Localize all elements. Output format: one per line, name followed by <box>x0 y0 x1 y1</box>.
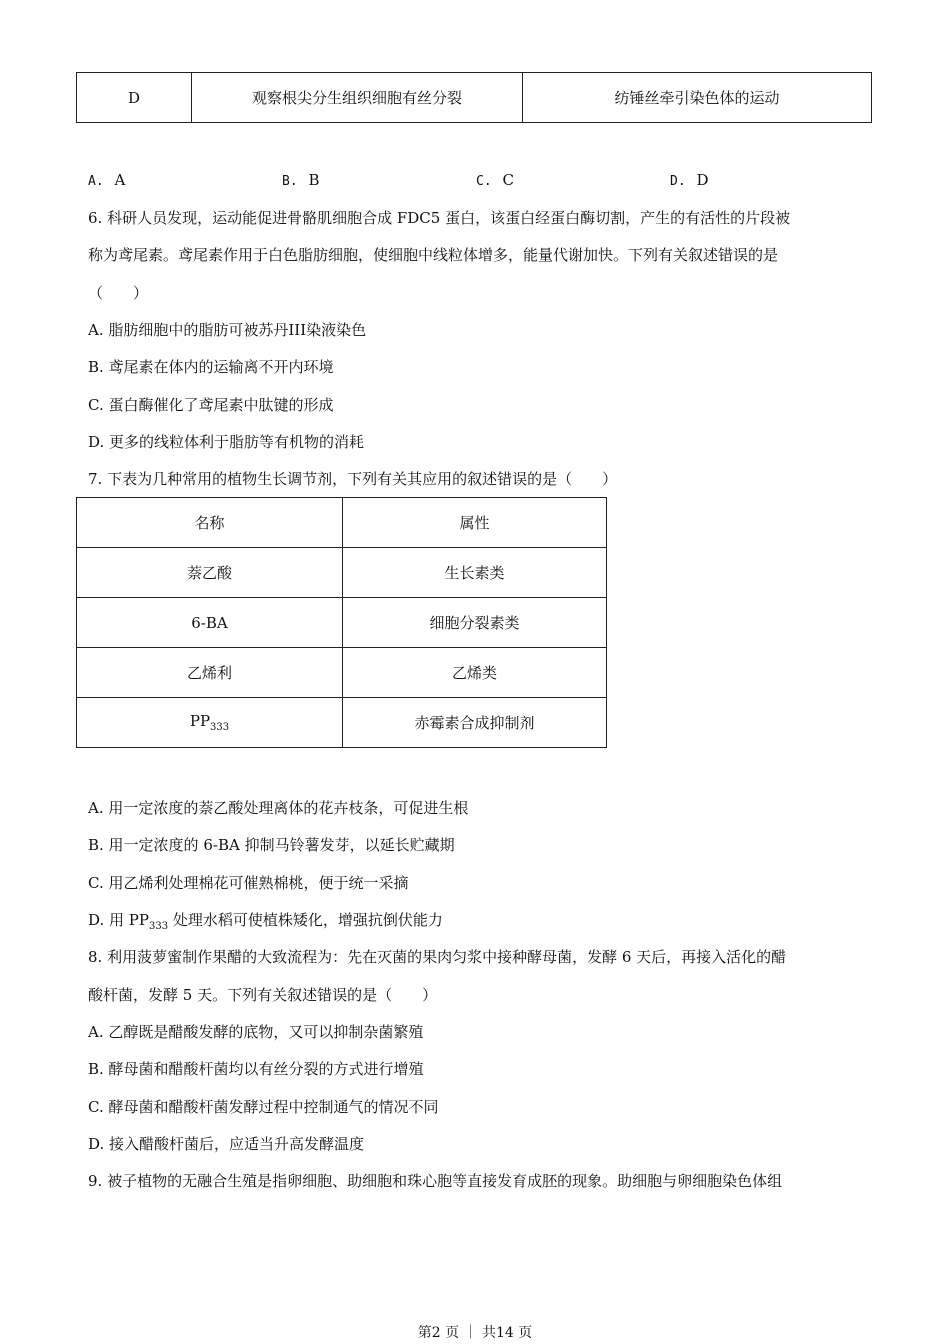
q6-stem-line-2: 称为鸢尾素。鸢尾素作用于白色脂肪细胞，使细胞中线粒体增多，能量代谢加快。下列有关叙述错误的是 <box>88 246 779 264</box>
q9-stem-line-1: 9. 被子植物的无融合生殖是指卵细胞、助细胞和珠心胞等直接发育成胚的现象。助细胞与卵细胞染色体组 <box>88 1172 783 1190</box>
table-cell-attr: 生长素类 <box>343 548 607 598</box>
table-cell-name: 乙烯利 <box>77 648 343 698</box>
q6-option-a[interactable]: A. 脂肪细胞中的脂肪可被苏丹III染液染色 <box>88 321 367 339</box>
q8-option-d[interactable]: D. 接入醋酸杆菌后，应适当升高发酵温度 <box>88 1135 365 1153</box>
table-header-name: 名称 <box>77 498 343 548</box>
q8-option-a[interactable]: A. 乙醇既是醋酸发酵的底物，又可以抑制杂菌繁殖 <box>88 1023 424 1041</box>
q5-option-b[interactable]: B. B <box>282 171 320 189</box>
q8-option-c[interactable]: C. 酵母菌和醋酸杆菌发酵过程中控制通气的情况不同 <box>88 1098 439 1116</box>
table-header-attr: 属性 <box>343 498 607 548</box>
table-row <box>77 698 607 748</box>
q8-stem-line-1: 8. 利用菠萝蜜制作果醋的大致流程为：先在灭菌的果肉匀浆中接种酵母菌，发酵 6 天后，再接入活化的醋 <box>88 948 787 966</box>
q7-option-b[interactable]: B. 用一定浓度的 6-BA 抑制马铃薯发芽，以延长贮藏期 <box>88 836 455 854</box>
table-cell-name: 萘乙酸 <box>77 548 343 598</box>
q6-stem-line-1: 6. 科研人员发现，运动能促进骨骼肌细胞合成 FDC5 蛋白，该蛋白经蛋白酶切割，产生的有活性的片段被 <box>88 209 791 227</box>
table-cell-attr: 细胞分裂素类 <box>343 598 607 648</box>
q7-option-c[interactable]: C. 用乙烯利处理棉花可催熟棉桃，便于统一采摘 <box>88 874 409 892</box>
table-row <box>77 73 872 123</box>
q6-option-c[interactable]: C. 蛋白酶催化了鸢尾素中肽键的形成 <box>88 396 334 414</box>
table-row <box>77 598 607 648</box>
table-cell-name: $PP_{333}$ <box>77 698 343 748</box>
table-row <box>77 548 607 598</box>
table-cell-observation: 纺锤丝牵引染色体的运动 <box>523 73 872 123</box>
q7-option-a[interactable]: A. 用一定浓度的萘乙酸处理离体的花卉枝条，可促进生根 <box>88 799 469 817</box>
page-footer: 第2 页 ｜ 共14 页 <box>417 1325 533 1341</box>
table-cell-experiment: 观察根尖分生组织细胞有丝分裂 <box>192 73 523 123</box>
q6-option-d[interactable]: D. 更多的线粒体利于脂肪等有机物的消耗 <box>88 433 365 451</box>
q8-option-b[interactable]: B. 酵母菌和醋酸杆菌均以有丝分裂的方式进行增殖 <box>88 1060 424 1078</box>
q5-option-c[interactable]: C. C <box>476 171 514 189</box>
q8-stem-line-2: 酸杆菌，发酵 5 天。下列有关叙述错误的是（ ） <box>88 986 438 1004</box>
table-header-row <box>77 498 607 548</box>
q7-option-d[interactable]: D. 用 $PP_{333}$ 处理水稻可使植株矮化，增强抗倒伏能力 <box>88 911 443 932</box>
table-cell-name: 6-BA <box>77 598 343 648</box>
q5-option-a[interactable]: A. A <box>88 171 126 189</box>
experiment-table <box>76 72 872 123</box>
table-cell-attr: 乙烯类 <box>343 648 607 698</box>
table-cell-attr: 赤霉素合成抑制剂 <box>343 698 607 748</box>
q7-stem: 7. 下表为几种常用的植物生长调节剂，下列有关其应用的叙述错误的是（ ） <box>88 470 618 488</box>
regulator-table <box>76 497 607 748</box>
q6-option-b[interactable]: B. 鸢尾素在体内的运输离不开内环境 <box>88 358 334 376</box>
q6-answer-blank: （ ） <box>88 284 149 302</box>
q5-option-d[interactable]: D. D <box>670 171 709 189</box>
table-cell-option: D <box>77 73 192 123</box>
table-row <box>77 648 607 698</box>
